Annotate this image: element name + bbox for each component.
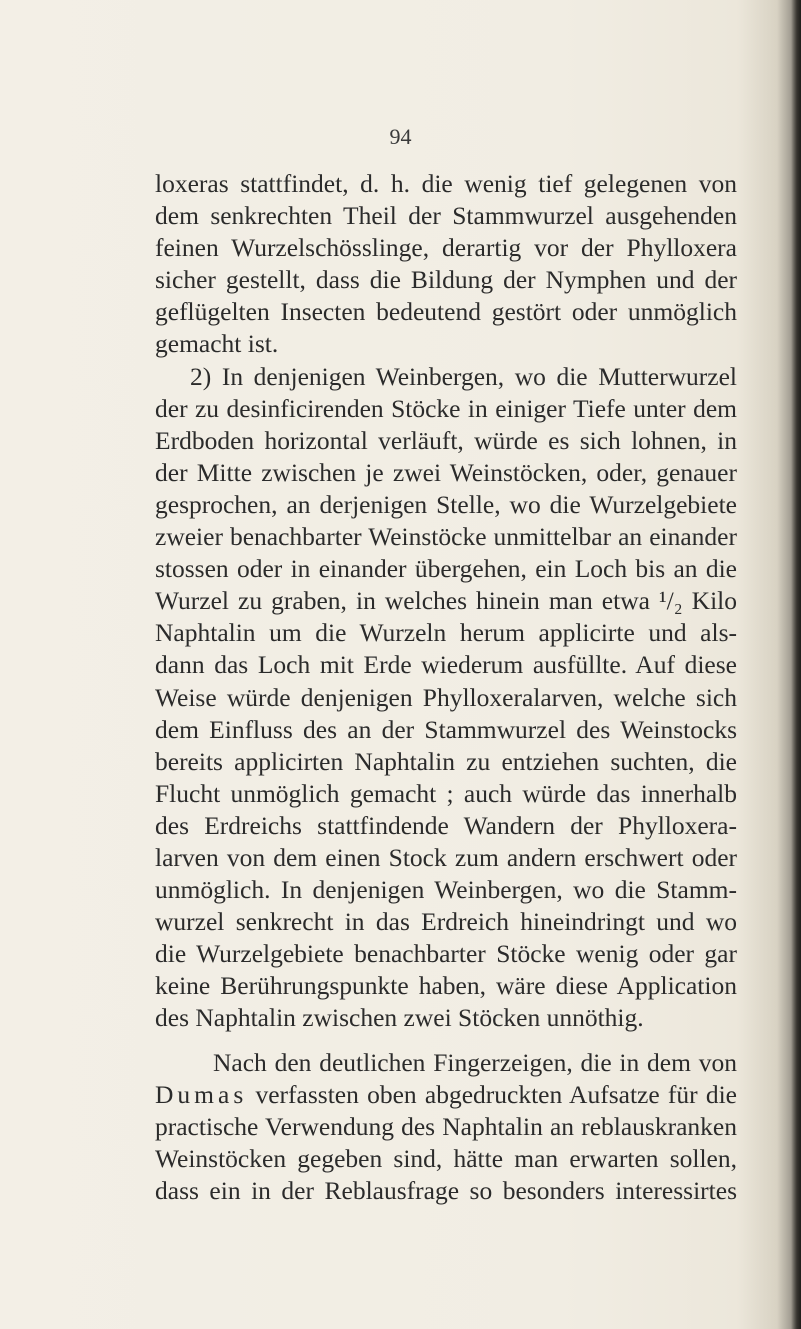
text-line: dass ein in der Reblausfrage so besonders interessirtes xyxy=(155,1175,737,1205)
page-number: 94 xyxy=(389,124,412,149)
text-line: unmöglich. In denjenigen Weinbergen, wo die Stamm- xyxy=(155,875,737,905)
text-line: der Mitte zwischen je zwei Weinstöcken, oder, genauer xyxy=(155,457,737,487)
text-line: dann das Loch mit Erde wiederum ausfüllte. Auf diese xyxy=(155,650,737,680)
text-line: wurzel senkrecht in das Erdreich hineindringt und wo xyxy=(155,907,737,937)
text-line: des Naphtalin zwischen zwei Stöcken unnöthig. xyxy=(155,1003,644,1033)
text-line: feinen Wurzelschösslinge, derartig vor der Phylloxera xyxy=(155,233,737,263)
text-line: stossen oder in einander übergehen, ein Loch bis an die xyxy=(155,554,737,584)
text-line: 2) In denjenigen Weinbergen, wo die Mutterwurzel xyxy=(190,361,737,391)
author-name-spaced: Dumas xyxy=(155,1079,248,1109)
paragraph-gap xyxy=(155,1035,737,1047)
text-line: Wurzel zu graben, in welches hinein man etwa ¹/₂ Kilo xyxy=(155,586,737,616)
text-line: Weise würde denjenigen Phylloxeralarven, welche sich xyxy=(155,682,737,712)
page-binding-edge xyxy=(791,0,801,1329)
text-line: Nach den deutlichen Fingerzeigen, die in dem von xyxy=(213,1047,737,1077)
text-line: practische Verwendung des Naphtalin an reblauskranken xyxy=(155,1111,737,1141)
body-text xyxy=(155,168,737,1207)
text-line: Flucht unmöglich gemacht ; auch würde das innerhalb xyxy=(155,778,737,808)
text-line: des Erdreichs stattfindende Wandern der Phylloxera- xyxy=(155,810,737,840)
text-line: der zu desinficirenden Stöcke in einiger Tiefe unter dem xyxy=(155,393,737,423)
text-line: zweier benachbarter Weinstöcke unmittelbar an einander xyxy=(155,522,737,552)
text-line: Weinstöcken gegeben sind, hätte man erwarten sollen, xyxy=(155,1143,737,1173)
text-line: dem Einfluss des an der Stammwurzel des Weinstocks xyxy=(155,714,737,744)
text-line: gemacht ist. xyxy=(155,329,279,359)
text-line: larven von dem einen Stock zum andern erschwert oder xyxy=(155,842,737,872)
text-line: keine Berührungspunkte haben, wäre diese Application xyxy=(155,971,737,1001)
text-line: bereits applicirten Naphtalin zu entziehen suchten, die xyxy=(155,746,737,776)
text-line-with-name xyxy=(155,1079,737,1111)
text-line: gesprochen, an derjenigen Stelle, wo die Wurzelgebiete xyxy=(155,489,737,519)
text-line: Naphtalin um die Wurzeln herum applicirte und als- xyxy=(155,618,737,648)
text-line: loxeras stattfindet, d. h. die wenig tief gelegenen von xyxy=(155,169,737,198)
text-line: Erdboden horizontal verläuft, würde es sich lohnen, in xyxy=(155,425,737,455)
text-line: sicher gestellt, dass die Bildung der Nymphen und der xyxy=(155,265,737,295)
text-line: dem senkrechten Theil der Stammwurzel ausgehenden xyxy=(155,201,737,231)
text-line: geflügelten Insecten bedeutend gestört oder unmöglich xyxy=(155,297,737,327)
text-line: die Wurzelgebiete benachbarter Stöcke wenig oder gar xyxy=(155,939,737,969)
text-line-rest: verfassten oben abgedruckten Aufsatze für die xyxy=(255,1079,738,1109)
